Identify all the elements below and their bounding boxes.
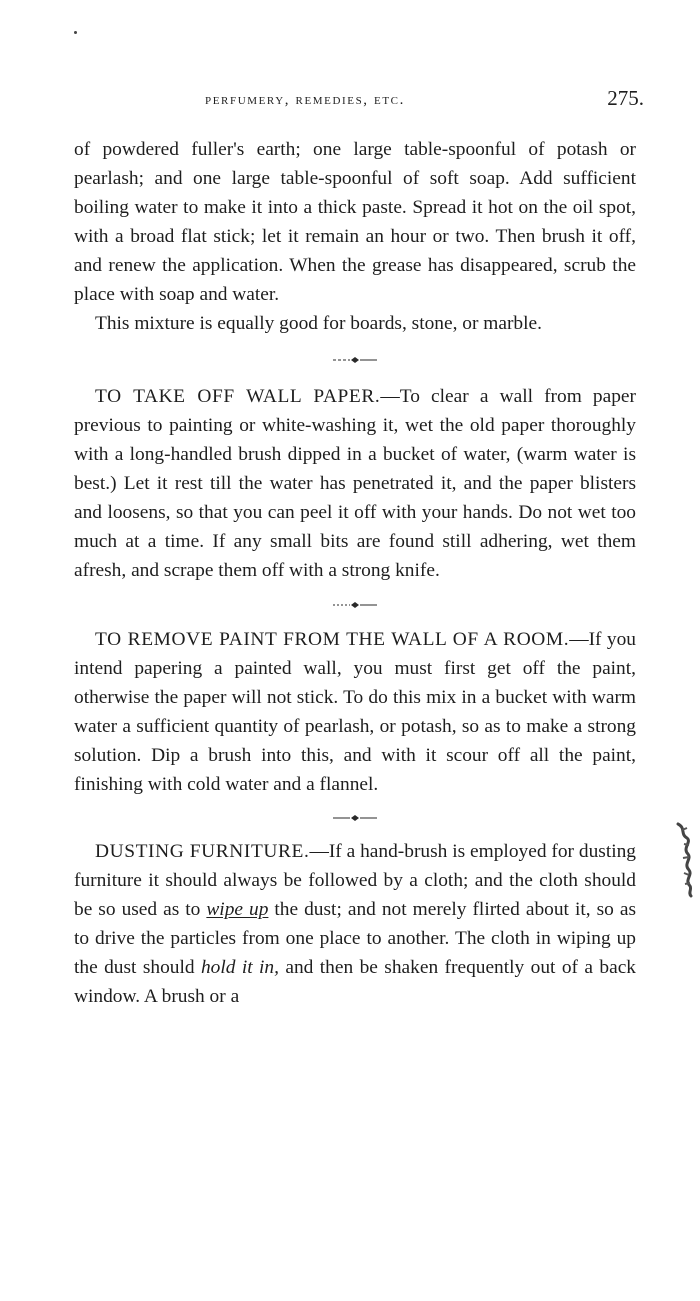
ink-speck xyxy=(74,31,77,34)
divider-rule-icon xyxy=(333,814,377,822)
section-divider xyxy=(74,585,636,625)
dusting-body-c: and then be shaken frequently out of a back window. A brush or a xyxy=(74,957,637,1007)
grease-note-paragraph: This mixture is equally good for boards, stone, or marble. xyxy=(95,313,542,334)
remove-paint-body: —If you intend papering a painted wall, you must first get off the paint, otherwise the paper will not stick. To do this mix in a bucket with warm water a sufficient quantity of pearlash, or potash, so as to make a strong solution. Dip a brush into this, and with it scour off all the paint, finishing with cold water and a flannel. xyxy=(74,629,636,795)
section-divider xyxy=(74,338,636,382)
section-divider xyxy=(74,799,636,837)
wall-paper-heading: TO TAKE OFF WALL PAPER. xyxy=(95,386,381,407)
dusting-emphasis-wipe-up: wipe up xyxy=(206,899,269,920)
grease-paragraph: of powdered fuller's earth; one large table-spoonful of potash or pearlash; and one large table-spoonful of soft soap. Add sufficient boiling water to make it into a thick paste. Spread it hot on the oil spot, with a broad flat stick; let it remain an hour or two. Then brush it off, and renew the application. When the grease has disappeared, scrub the place with soap and water. xyxy=(74,139,636,305)
dusting-paragraph xyxy=(74,837,636,1011)
divider-rule-icon xyxy=(333,601,377,609)
dusting-heading: DUSTING FURNITURE. xyxy=(95,841,310,862)
divider-rule-icon xyxy=(333,356,377,364)
page-number: 275. xyxy=(607,86,644,110)
dusting-emphasis-hold-it-in: hold it in, xyxy=(200,957,279,978)
wall-paper-paragraph xyxy=(74,382,636,585)
dusting-body-b: the dust; and not merely flirted about it, so as to drive the particles from one place to another. The cloth in wiping up the dust should xyxy=(74,899,636,978)
page-header xyxy=(0,86,700,120)
remove-paint-heading: TO REMOVE PAINT FROM THE WALL OF A ROOM. xyxy=(95,629,570,650)
running-head: perfumery, remedies, etc. xyxy=(205,92,405,108)
margin-flourish-icon xyxy=(672,818,694,898)
dusting-body-a: —If a hand-brush is employed for dusting furniture it should always be followed by a cloth; and the cloth should be so used as to xyxy=(74,841,636,920)
wall-paper-body: —To clear a wall from paper previous to painting or white-washing it, wet the old paper thoroughly with a long-handled brush dipped in a bucket of water, (warm water is best.) Let it rest till the water has penetrated it, and the paper blisters and loosens, so that you can peel it off with your hands. Do not wet too much at a time. If any small bits are found still adhering, wet them afresh, and scrape them off with a strong knife. xyxy=(74,386,636,581)
page-body xyxy=(74,135,636,1011)
remove-paint-paragraph xyxy=(74,625,636,799)
